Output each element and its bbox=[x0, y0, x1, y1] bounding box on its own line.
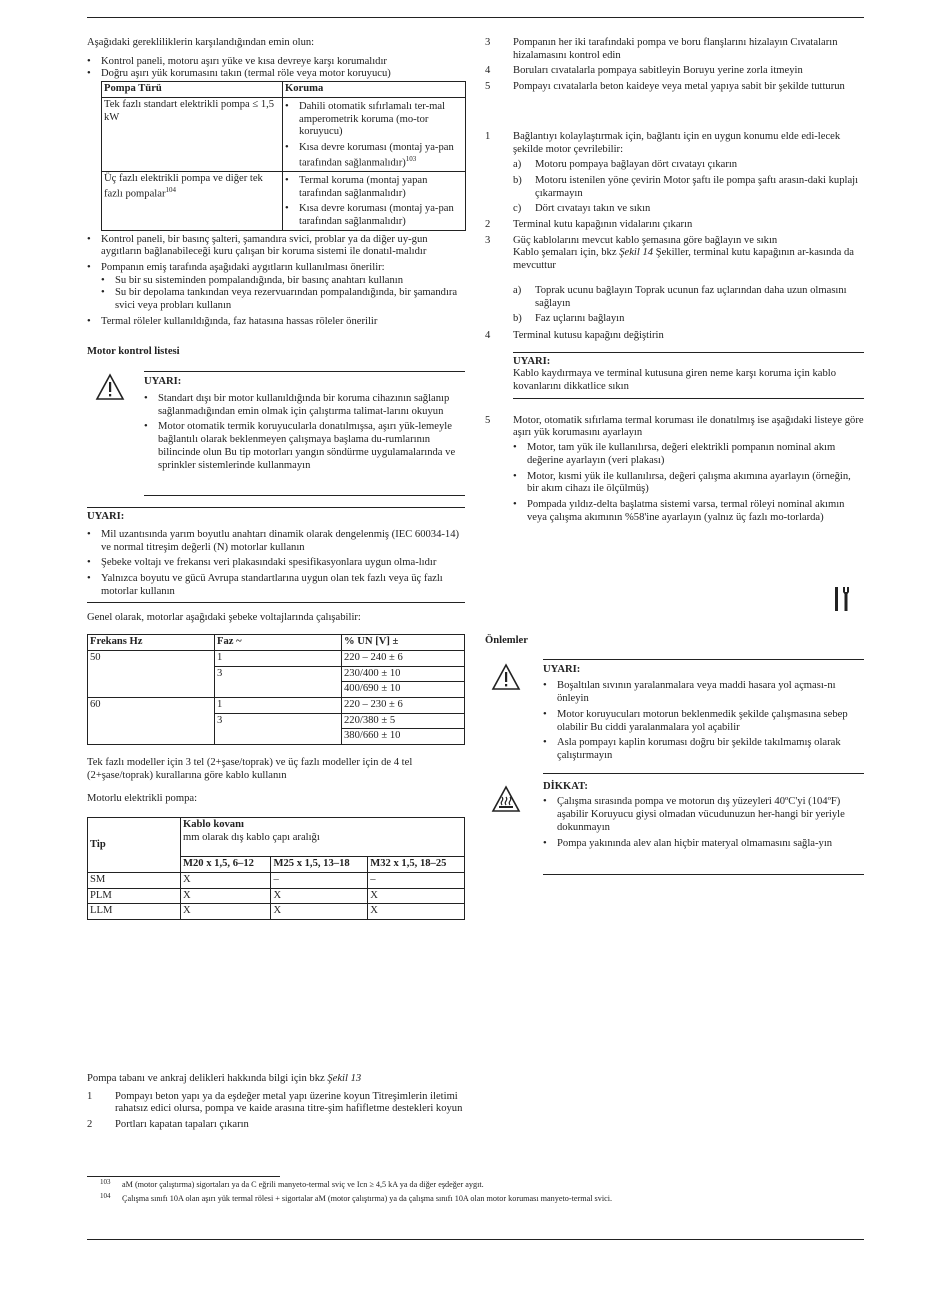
warning-icon bbox=[95, 373, 125, 406]
gland-cell: X bbox=[181, 904, 271, 920]
conn-step-4: 4 Terminal kutusu kapağını değiştirin bbox=[485, 329, 664, 341]
gland-col-m25: M25 x 1,5, 13–18 bbox=[271, 857, 368, 873]
gland-cell: – bbox=[271, 872, 368, 888]
install-steps-left bbox=[87, 1073, 465, 1132]
volt-60-3a: 220/380 ± 5 bbox=[342, 713, 465, 729]
warning-1-title: UYARI: bbox=[144, 376, 182, 388]
gland-cell: PLM bbox=[88, 888, 181, 904]
volt-50-1: 220 – 240 ± 6 bbox=[342, 650, 465, 666]
conn-step-1: 1 Bağlantıyı kolaylaştırmak için, bağlantı için en uygun konumu elde edi-lecek şekilde motor çevrilebilir: bbox=[485, 130, 841, 155]
warning-box-4 bbox=[485, 659, 864, 775]
warning-box-3 bbox=[513, 352, 864, 399]
warning-1-item-2: • Motor otomatik termik koruyucularla donatılmışsa, aşırı yük-lemeyle bağlantılı olarak beklenmeyen çalışmaya başlama du-rumlarının bilincinde olun Bu tip motorları yangın söndürme uygulamalarında ve sprinkler sistemlerinde kullanmayın bbox=[144, 421, 465, 472]
caution-item-2: • Pompa yakınında alev alan hiçbir materyal olmamasını sağla-yın bbox=[543, 838, 864, 851]
conn-step-3: 3 Güç kablolarını mevcut kablo şemasına göre bağlayın ve sıkın Kablo şemaları için, bkz Şekil 14 Şekiller, terminal kutu kapağının ar-kasında da mevcuttur bbox=[485, 234, 854, 272]
cable-gland-table bbox=[87, 817, 465, 920]
table-row bbox=[88, 888, 465, 904]
caution-box-content bbox=[543, 777, 864, 875]
warning-4-item-2: • Motor koruyucuları motorun beklenmedik şekilde çalışmasına sebep olabilir Bu ciddi yaralanmalara yol açabilir bbox=[543, 709, 864, 734]
freq-60: 60 bbox=[88, 698, 215, 745]
warning-2-item-3: • Yalnızca boyutu ve gücü Avrupa standartlarına uygun olan tek fazlı veya üç fazlı motorlar kullanın bbox=[87, 573, 465, 598]
prot-r2-item-2: • Kısa devre koruması (montaj ya-pan tarafından sağlanmalıdır) bbox=[285, 203, 463, 228]
warning-box-1-content bbox=[144, 371, 465, 496]
conn-step-5: 5 Motor, otomatik sıfırlama termal koruması ile donatılmış ise aşağıdaki listeye göre aşırı yük korumasını ayarlayın bbox=[485, 414, 864, 439]
footnote-103: 103 aM (motor çalıştırma) sigortaları ya da C eğrili manyeto-termal sviç ve Icn ≥ 4,5 kA ya da diğer eşdeğer aygıt. bbox=[100, 1178, 484, 1189]
right-column bbox=[485, 37, 864, 524]
gland-cell: X bbox=[181, 872, 271, 888]
footnotes bbox=[100, 1180, 860, 1204]
precautions-heading: Önlemler bbox=[485, 635, 528, 646]
conn-step-1b: b) Motoru istenilen yöne çevirin Motor şaftı ile pompa şaftı arasın-daki kuplajı çıkarmayın bbox=[513, 174, 859, 199]
suction-sub-1: • Su bir su sisteminden pompalandığında, bir basınç anahtarı kullanın bbox=[101, 275, 465, 288]
warning-4-title: UYARI: bbox=[543, 663, 581, 675]
hot-surface-icon bbox=[491, 785, 521, 818]
suction-bullet: • Pompanın emiş tarafında aşağıdaki aygıtların kullanılması önerilir: bbox=[87, 262, 465, 275]
req-bullet-1: • Kontrol paneli, motoru aşırı yüke ve kısa devreye karşı korumalıdır bbox=[87, 56, 465, 69]
caution-title: DİKKAT: bbox=[543, 780, 588, 792]
footnote-rule bbox=[87, 1176, 280, 1177]
install-step-2: 2 Portları kapatan tapaları çıkarın bbox=[87, 1119, 249, 1131]
gland-cell: LLM bbox=[88, 904, 181, 920]
conn-step-1a: a) Motoru pompaya bağlayan dört cıvatayı çıkarın bbox=[513, 159, 738, 171]
req-bullet-2: • Doğru aşırı yük korumasını takın (termal röle veya motor koruyucu) bbox=[87, 68, 465, 81]
gland-cell: X bbox=[271, 888, 368, 904]
warning-2-item-1: • Mil uzantısında yarım boyutlu anahtarı dinamik olarak dengelenmiş (IEC 60034-14) ve normal titreşim değerli (N) motorlar kullanın bbox=[87, 529, 465, 554]
gland-cell: – bbox=[368, 872, 465, 888]
warning-icon bbox=[491, 663, 521, 696]
install-step-4: 4 Boruları cıvatalarla pompaya sabitleyin Boruyu yerine zorla itmeyin bbox=[485, 65, 803, 77]
motor-checklist-heading: Motor kontrol listesi bbox=[87, 345, 180, 357]
conn-step-3a: a) Toprak ucunu bağlayın Toprak ucunun faz uçlarından daha uzun olmasını sağlayın bbox=[513, 284, 847, 309]
prot-r1-item-2: • Kısa devre koruması (montaj ya-pan tarafından sağlanmalıdır)$^{103}$ bbox=[285, 142, 463, 170]
conn-step-5-bullet-2: • Motor, kısmi yük ile kullanılırsa, değeri çalışma akımına ayarlayın (örneğin, bir akım cihazı ile ölçülmüş) bbox=[513, 471, 864, 496]
volt-50-3a: 230/400 ± 10 bbox=[342, 666, 465, 682]
warning-3-text: Kablo kaydırmaya ve terminal kutusuna giren neme karşı koruma için kablo kovanlarını dikkatlice sıkın bbox=[513, 368, 837, 393]
bottom-rule bbox=[87, 1239, 864, 1240]
prot-r2-type: Üç fazlı elektrikli pompa ve diğer tek fazlı pompalar$^{104}$ bbox=[102, 171, 283, 230]
gland-cell: X bbox=[271, 904, 368, 920]
phase-60-3: 3 bbox=[215, 713, 342, 744]
phase-60-1: 1 bbox=[215, 698, 342, 714]
phase-50-3: 3 bbox=[215, 666, 342, 697]
table-row bbox=[88, 904, 465, 920]
gland-header-kablo: Kablo kovanı mm olarak dış kablo çapı aralığı bbox=[181, 818, 465, 857]
prot-r1-protection bbox=[283, 97, 466, 171]
prot-r2-item-1: • Termal koruma (montaj yapan tarafından sağlanmalıdır) bbox=[285, 175, 463, 200]
volt-60-1: 220 – 230 ± 6 bbox=[342, 698, 465, 714]
volt-header-freq: Frekans Hz bbox=[88, 635, 215, 651]
gland-header-tip: Tip bbox=[88, 818, 181, 873]
prot-header-protection: Koruma bbox=[283, 82, 466, 98]
prot-r2-protection bbox=[283, 171, 466, 230]
prot-r1-item-1: • Dahili otomatik sıfırlamalı ter-mal amperometrik koruma (mo-tor koruyucu) bbox=[285, 101, 463, 139]
base-info: Pompa tabanı ve ankraj delikleri hakkında bilgi için bkz Şekil 13 bbox=[87, 1073, 362, 1084]
volt-header-un: % UN [V] ± bbox=[342, 635, 465, 651]
phase-50-1: 1 bbox=[215, 650, 342, 666]
table-row bbox=[88, 872, 465, 888]
warning-4-item-1: • Boşaltılan sıvının yaralanmalara veya maddi hasara yol açması-nı önleyin bbox=[543, 680, 864, 705]
gland-cell: X bbox=[368, 904, 465, 920]
voltage-intro: Genel olarak, motorlar aşağıdaki şebeke voltajlarında çalışabilir: bbox=[87, 611, 361, 623]
top-rule bbox=[87, 17, 864, 18]
volt-50-3b: 400/690 ± 10 bbox=[342, 682, 465, 698]
prot-r1-type: Tek fazlı standart elektrikli pompa ≤ 1,5 kW bbox=[102, 97, 283, 171]
warning-3-title: UYARI: bbox=[513, 355, 551, 367]
thermal-bullet: • Termal röleler kullanıldığında, faz hatasına hassas röleler önerilir bbox=[87, 316, 465, 329]
gland-cell: SM bbox=[88, 872, 181, 888]
warning-1-item-1: • Standart dışı bir motor kullanıldığında bir koruma cihazının sağlanıp sağlanmadığından emin olmak için çalıştırma talimat-larını okuyun bbox=[144, 393, 465, 418]
conn-step-2: 2 Terminal kutu kapağının vidalarını çıkarın bbox=[485, 219, 693, 231]
voltage-table bbox=[87, 634, 465, 745]
caution-box bbox=[485, 777, 864, 877]
warning-box-4-content bbox=[543, 659, 864, 774]
dry-run-bullet: • Kontrol paneli, bir basınç şalteri, şamandıra svici, problar ya da diğer uy-gun aygıtların bağlanabileceği kuru çalışan bir koruma sistemi ile donatıl-malıdır bbox=[87, 234, 465, 259]
install-step-3: 3 Pompanın her iki tarafındaki pompa ve boru flanşlarını hizalayın Cıvataların hizalamasını kontrol edin bbox=[485, 37, 838, 61]
install-step-5: 5 Pompayı cıvatalarla beton kaideye veya metal yapıya sabit bir şekilde tutturun bbox=[485, 81, 845, 93]
warning-4-item-3: • Asla pompayı kaplin koruması doğru bir şekilde takılmamış olarak çalıştırmayın bbox=[543, 737, 864, 762]
gland-col-m32: M32 x 1,5, 18–25 bbox=[368, 857, 465, 873]
gland-col-m20: M20 x 1,5, 6–12 bbox=[181, 857, 271, 873]
warning-box-2 bbox=[87, 507, 465, 602]
gland-cell: X bbox=[181, 888, 271, 904]
warning-box-1 bbox=[87, 371, 465, 499]
precautions-section bbox=[485, 635, 864, 877]
warning-2-item-2: • Şebeke voltajı ve frekansı veri plakasındaki spesifikasyonlara uygun olma-lıdır bbox=[87, 557, 465, 570]
left-column bbox=[87, 37, 465, 920]
conn-step-1c: c) Dört cıvatayı takın ve sıkın bbox=[513, 203, 651, 215]
prot-header-type: Pompa Türü bbox=[102, 82, 283, 98]
intro-text: Aşağıdaki gerekliliklerin karşılandığından emin olun: bbox=[87, 37, 315, 48]
warning-2-title: UYARI: bbox=[87, 511, 125, 523]
caution-item-1: • Çalışma sırasında pompa ve motorun dış yüzeyleri 40ºC'yi (104ºF) aşabilir Koruyucu giysi olmadan vücudunuzun her-hangi bir yeriyle dokunmayın bbox=[543, 796, 864, 834]
conn-step-5-bullet-1: • Motor, tam yük ile kullanılırsa, değeri elektrikli pompanın nominal akım değerine ayarlayın (veri plakası) bbox=[513, 442, 864, 467]
cable-note: Tek fazlı modeller için 3 tel (2+şase/toprak) ve üç fazlı modeller için de 4 tel (2+şase/toprak) kurallarına göre kablo kullanın bbox=[87, 757, 413, 781]
volt-header-phase: Faz ~ bbox=[215, 635, 342, 651]
conn-step-3b: b) Faz uçlarını bağlayın bbox=[513, 313, 625, 325]
install-step-1: 1 Pompayı beton yapı ya da eşdeğer metal yapı üzerine koyun Titreşimlerin iletimi rahatsız edici olursa, pompa ve kaide arasına titre-şim hafifletme destekleri koyun bbox=[87, 1090, 463, 1115]
footnote-104: 104 Çalışma sınıfı 10A olan aşırı yük termal rölesi + sigortalar aM (motor çalıştırma) ya da çalışma sınıfı 10A olan motor koruması manyeto-termal svici. bbox=[100, 1191, 613, 1203]
suction-sub-2: • Su bir depolama tankından veya rezervuarından pompalandığında, bir şamandıra svici veya probları kullanın bbox=[101, 287, 465, 312]
tools-icon bbox=[832, 585, 852, 613]
freq-50: 50 bbox=[88, 650, 215, 697]
protection-table bbox=[101, 81, 466, 231]
conn-step-5-bullet-3: • Pompada yıldız-delta başlatma sistemi varsa, termal röleyi nominal akımın veya çalışma akımının %58'ine ayarlayın (yalnız üç fazlı mo-torlarda) bbox=[513, 499, 864, 524]
volt-60-3b: 380/660 ± 10 bbox=[342, 729, 465, 745]
gland-cell: X bbox=[368, 888, 465, 904]
motor-pump-label: Motorlu elektrikli pompa: bbox=[87, 792, 198, 804]
